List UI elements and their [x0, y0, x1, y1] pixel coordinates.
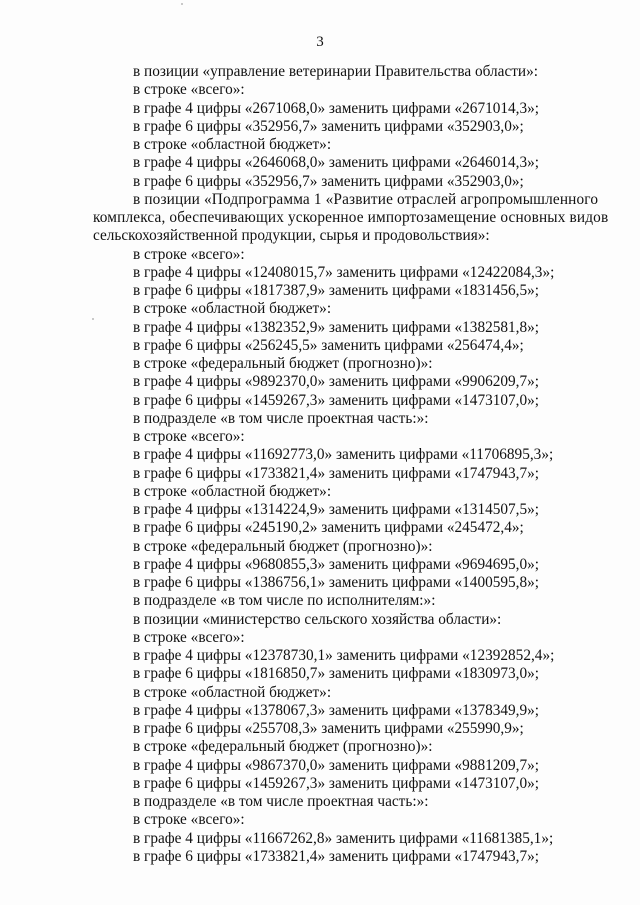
document-body [0, 63, 640, 866]
text-line: в графе 6 цифры «352956,7» заменить цифрами «352903,0»; [133, 172, 524, 190]
text-line: в графе 4 цифры «11667262,8» заменить цифрами «11681385,1»; [133, 829, 554, 847]
text-line: сельскохозяйственной продукции, сырья и продовольствия»: [93, 227, 490, 245]
text-line: в графе 4 цифры «1378067,3» заменить цифрами «1378349,9»; [133, 701, 540, 719]
text-line: в графе 6 цифры «1459267,3» заменить цифрами «1473107,0»; [133, 391, 540, 409]
text-line: в строке «всего»: [133, 245, 245, 263]
text-line: в графе 4 цифры «11692773,0» заменить цифрами «11706895,3»; [133, 446, 554, 464]
text-line: в строке «областной бюджет»: [133, 300, 332, 318]
text-line: в строке «областной бюджет»: [133, 482, 332, 500]
text-line: в подразделе «в том числе проектная часть:»: [133, 793, 429, 810]
text-line: в графе 6 цифры «1733821,4» заменить цифрами «1747943,7»; [133, 464, 540, 482]
text-line: в позиции «управление ветеринарии Правительства области»: [133, 63, 539, 80]
text-line: в позиции «министерство сельского хозяйства области»: [133, 610, 502, 628]
text-line: в графе 6 цифры «245190,2» заменить цифрами «245472,4»; [133, 519, 524, 537]
text-line: в строке «всего»: [133, 811, 245, 829]
text-line: комплекса, обеспечивающих ускоренное импортозамещение основных видов [93, 209, 609, 226]
text-line: в графе 6 цифры «1386756,1» заменить цифрами «1400595,8»; [133, 574, 540, 591]
text-line: в графе 4 цифры «2671068,0» заменить цифрами «2671014,3»; [133, 99, 540, 117]
text-line: в графе 4 цифры «1382352,9» заменить цифрами «1382581,8»; [133, 318, 540, 336]
text-line: в строке «всего»: [133, 81, 245, 99]
text-line: в строке «федеральный бюджет (прогнозно)»: [133, 738, 433, 756]
text-line: в подразделе «в том числе по исполнителям:»: [133, 592, 436, 610]
text-line: в графе 4 цифры «12408015,7» заменить цифрами «12422084,3»; [133, 263, 555, 281]
text-line: в строке «федеральный бюджет (прогнозно)»: [133, 355, 433, 372]
text-line: в графе 4 цифры «9867370,0» заменить цифрами «9881209,7»; [133, 756, 540, 774]
text-line: в графе 4 цифры «1314224,9» заменить цифрами «1314507,5»; [133, 501, 540, 518]
text-line: в строке «всего»: [133, 628, 245, 646]
text-line: в строке «областной бюджет»: [133, 683, 332, 701]
text-line: в графе 6 цифры «1733821,4» заменить цифрами «1747943,7»; [133, 847, 540, 865]
scan-speck [181, 3, 183, 5]
text-line: в графе 6 цифры «1817387,9» заменить цифрами «1831456,5»; [133, 282, 540, 299]
text-line: в графе 6 цифры «256245,5» заменить цифрами «256474,4»; [133, 336, 524, 354]
text-line: в графе 4 цифры «9892370,0» заменить цифрами «9906209,7»; [133, 373, 540, 391]
text-line: в графе 4 цифры «9680855,3» заменить цифрами «9694695,0»; [133, 555, 540, 573]
text-line: в строке «областной бюджет»: [133, 136, 332, 153]
text-line: в графе 4 цифры «12378730,1» заменить цифрами «12392852,4»; [133, 647, 555, 664]
text-line: в подразделе «в том числе проектная часть:»: [133, 409, 429, 427]
text-line: в строке «федеральный бюджет (прогнозно)»: [133, 537, 433, 555]
page-number: 3 [316, 34, 324, 50]
text-line: в графе 4 цифры «2646068,0» заменить цифрами «2646014,3»; [133, 154, 540, 172]
text-line: в графе 6 цифры «1459267,3» заменить цифрами «1473107,0»; [133, 774, 540, 792]
text-line: в позиции «Подпрограмма 1 «Развитие отраслей агропромышленного [133, 190, 599, 208]
text-line: в строке «всего»: [133, 428, 245, 445]
text-line: в графе 6 цифры «1816850,7» заменить цифрами «1830973,0»; [133, 665, 540, 683]
text-line: в графе 6 цифры «255708,3» заменить цифрами «255990,9»; [133, 720, 524, 737]
text-line: в графе 6 цифры «352956,7» заменить цифрами «352903,0»; [133, 117, 524, 135]
